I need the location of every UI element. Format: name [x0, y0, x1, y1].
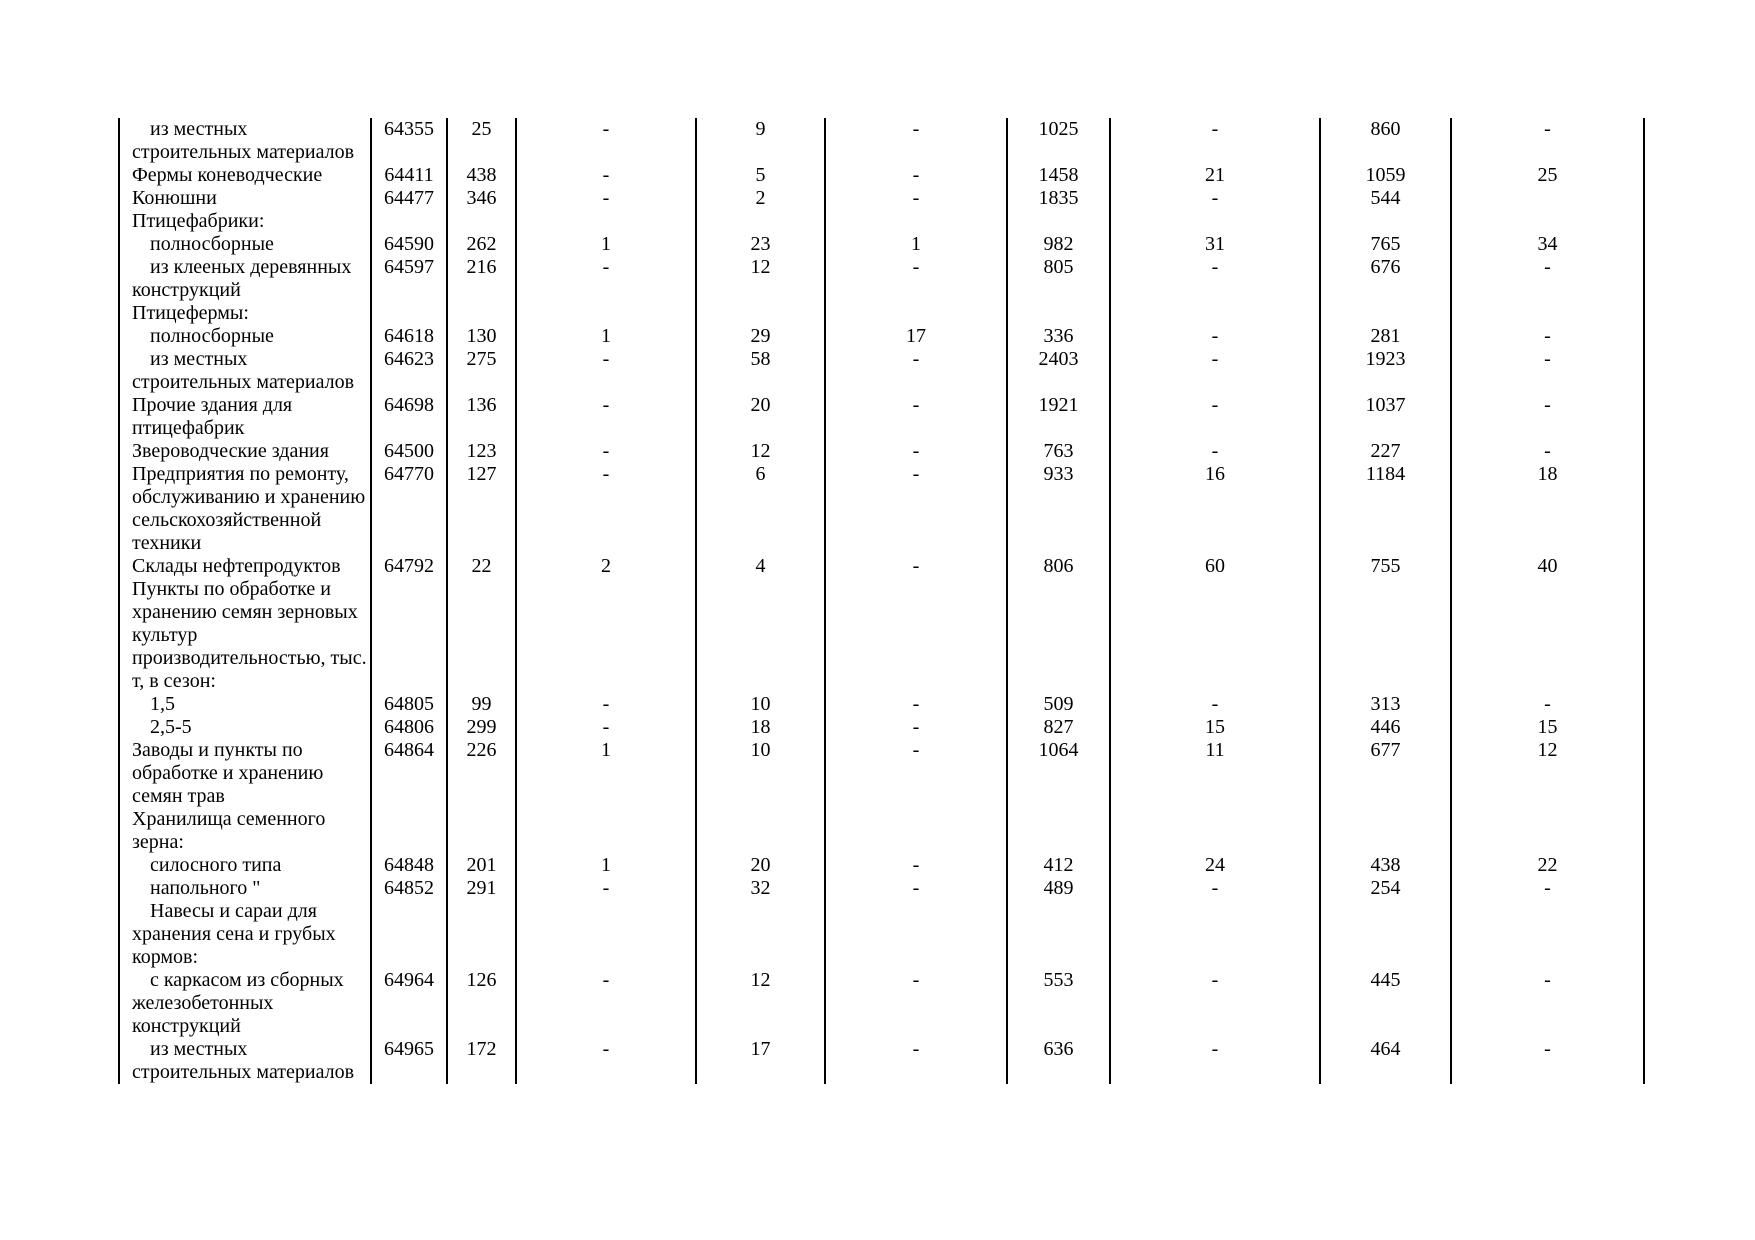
count-cell	[447, 302, 516, 325]
value-cell-3: -	[825, 118, 1007, 164]
value-cell-4: 827	[1007, 716, 1110, 739]
value-cell-2: 20	[696, 854, 825, 877]
count-cell	[447, 578, 516, 693]
value-cell-2	[696, 808, 825, 854]
value-cell-1: -	[516, 877, 696, 900]
value-cell-3	[825, 210, 1007, 233]
code-cell	[371, 210, 447, 233]
value-cell-4: 1064	[1007, 739, 1110, 808]
value-cell-3: -	[825, 969, 1007, 1038]
row-name-cell: Птицефермы:	[119, 302, 371, 325]
value-cell-4: 805	[1007, 256, 1110, 302]
code-cell: 64477	[371, 187, 447, 210]
row-name-cell: Предприятия по ремонту, обслуживанию и хранению сельскохозяйственной техники	[119, 463, 371, 555]
value-cell-4: 1835	[1007, 187, 1110, 210]
value-cell-4: 2403	[1007, 348, 1110, 394]
value-cell-6: 1184	[1320, 463, 1451, 555]
value-cell-1	[516, 900, 696, 969]
value-cell-7: 25	[1451, 164, 1644, 187]
code-cell: 64355	[371, 118, 447, 164]
value-cell-7: -	[1451, 118, 1644, 164]
code-cell	[371, 808, 447, 854]
value-cell-7: -	[1451, 348, 1644, 394]
code-cell: 64965	[371, 1038, 447, 1084]
count-cell	[447, 900, 516, 969]
value-cell-6: 755	[1320, 555, 1451, 578]
value-cell-5: -	[1110, 256, 1320, 302]
value-cell-3: -	[825, 739, 1007, 808]
data-table	[118, 118, 1645, 1084]
value-cell-6: 446	[1320, 716, 1451, 739]
value-cell-2: 5	[696, 164, 825, 187]
count-cell: 123	[447, 440, 516, 463]
count-cell: 126	[447, 969, 516, 1038]
value-cell-4	[1007, 578, 1110, 693]
value-cell-5: 15	[1110, 716, 1320, 739]
value-cell-5: -	[1110, 440, 1320, 463]
row-name-cell: Звероводческие здания	[119, 440, 371, 463]
value-cell-1: 2	[516, 555, 696, 578]
value-cell-2: 4	[696, 555, 825, 578]
table-row	[119, 164, 1644, 187]
value-cell-4: 412	[1007, 854, 1110, 877]
code-cell: 64411	[371, 164, 447, 187]
value-cell-5: 24	[1110, 854, 1320, 877]
value-cell-2: 17	[696, 1038, 825, 1084]
value-cell-4	[1007, 808, 1110, 854]
row-name-cell: 2,5-5	[119, 716, 371, 739]
table-row	[119, 118, 1644, 164]
value-cell-7	[1451, 302, 1644, 325]
row-name-cell: из местных строительных материалов	[119, 118, 371, 164]
value-cell-5	[1110, 302, 1320, 325]
value-cell-1	[516, 210, 696, 233]
value-cell-1: -	[516, 187, 696, 210]
table-row	[119, 739, 1644, 808]
value-cell-2: 18	[696, 716, 825, 739]
count-cell: 127	[447, 463, 516, 555]
value-cell-4: 982	[1007, 233, 1110, 256]
value-cell-3: 17	[825, 325, 1007, 348]
value-cell-3: -	[825, 693, 1007, 716]
value-cell-7	[1451, 187, 1644, 210]
code-cell: 64852	[371, 877, 447, 900]
table-row	[119, 394, 1644, 440]
value-cell-3: -	[825, 463, 1007, 555]
value-cell-5	[1110, 578, 1320, 693]
code-cell: 64805	[371, 693, 447, 716]
table-row	[119, 555, 1644, 578]
row-name-cell: 1,5	[119, 693, 371, 716]
table-row	[119, 302, 1644, 325]
table-row	[119, 716, 1644, 739]
value-cell-6: 1923	[1320, 348, 1451, 394]
row-name-cell: напольного "	[119, 877, 371, 900]
value-cell-1: -	[516, 969, 696, 1038]
value-cell-7: 15	[1451, 716, 1644, 739]
table-row	[119, 1038, 1644, 1084]
value-cell-1: -	[516, 256, 696, 302]
row-name-cell: из клееных деревянных конструкций	[119, 256, 371, 302]
table-row	[119, 693, 1644, 716]
value-cell-4: 806	[1007, 555, 1110, 578]
value-cell-7: -	[1451, 1038, 1644, 1084]
value-cell-4: 509	[1007, 693, 1110, 716]
value-cell-4: 636	[1007, 1038, 1110, 1084]
table-row	[119, 440, 1644, 463]
value-cell-6	[1320, 808, 1451, 854]
value-cell-1: -	[516, 164, 696, 187]
count-cell	[447, 808, 516, 854]
value-cell-7: 34	[1451, 233, 1644, 256]
count-cell: 291	[447, 877, 516, 900]
count-cell: 136	[447, 394, 516, 440]
value-cell-1: -	[516, 394, 696, 440]
code-cell: 64806	[371, 716, 447, 739]
value-cell-7: -	[1451, 325, 1644, 348]
code-cell: 64590	[371, 233, 447, 256]
value-cell-6: 281	[1320, 325, 1451, 348]
value-cell-5: -	[1110, 1038, 1320, 1084]
value-cell-6: 1037	[1320, 394, 1451, 440]
code-cell: 64623	[371, 348, 447, 394]
value-cell-2: 12	[696, 440, 825, 463]
table-row	[119, 578, 1644, 693]
value-cell-5: -	[1110, 969, 1320, 1038]
value-cell-2: 23	[696, 233, 825, 256]
value-cell-3: -	[825, 440, 1007, 463]
value-cell-7	[1451, 900, 1644, 969]
value-cell-5: -	[1110, 187, 1320, 210]
value-cell-2: 20	[696, 394, 825, 440]
value-cell-6: 860	[1320, 118, 1451, 164]
value-cell-3	[825, 578, 1007, 693]
value-cell-2: 10	[696, 739, 825, 808]
value-cell-4	[1007, 302, 1110, 325]
value-cell-5	[1110, 900, 1320, 969]
value-cell-2: 58	[696, 348, 825, 394]
code-cell: 64792	[371, 555, 447, 578]
value-cell-4	[1007, 900, 1110, 969]
code-cell	[371, 302, 447, 325]
code-cell: 64864	[371, 739, 447, 808]
value-cell-2: 12	[696, 256, 825, 302]
value-cell-5: 11	[1110, 739, 1320, 808]
row-name-cell: силосного типа	[119, 854, 371, 877]
value-cell-7: -	[1451, 969, 1644, 1038]
count-cell: 226	[447, 739, 516, 808]
count-cell	[447, 210, 516, 233]
value-cell-1: -	[516, 1038, 696, 1084]
row-name-cell: Заводы и пункты по обработке и хранению семян трав	[119, 739, 371, 808]
table-row	[119, 854, 1644, 877]
value-cell-7: -	[1451, 877, 1644, 900]
value-cell-3: -	[825, 394, 1007, 440]
code-cell: 64618	[371, 325, 447, 348]
count-cell: 22	[447, 555, 516, 578]
value-cell-6	[1320, 900, 1451, 969]
value-cell-1: -	[516, 348, 696, 394]
count-cell: 275	[447, 348, 516, 394]
count-cell: 99	[447, 693, 516, 716]
table-row	[119, 210, 1644, 233]
value-cell-6: 445	[1320, 969, 1451, 1038]
value-cell-3: -	[825, 164, 1007, 187]
value-cell-6: 438	[1320, 854, 1451, 877]
value-cell-4: 553	[1007, 969, 1110, 1038]
value-cell-5: -	[1110, 118, 1320, 164]
value-cell-2: 12	[696, 969, 825, 1038]
table-row	[119, 233, 1644, 256]
value-cell-2	[696, 578, 825, 693]
row-name-cell: из местных строительных материалов	[119, 348, 371, 394]
code-cell: 64770	[371, 463, 447, 555]
table-row	[119, 877, 1644, 900]
value-cell-6: 1059	[1320, 164, 1451, 187]
row-name-cell: Прочие здания для птицефабрик	[119, 394, 371, 440]
value-cell-2: 32	[696, 877, 825, 900]
value-cell-6: 313	[1320, 693, 1451, 716]
value-cell-3: -	[825, 348, 1007, 394]
value-cell-5: -	[1110, 693, 1320, 716]
value-cell-5: 16	[1110, 463, 1320, 555]
value-cell-1: 1	[516, 854, 696, 877]
value-cell-6: 544	[1320, 187, 1451, 210]
value-cell-5: 21	[1110, 164, 1320, 187]
value-cell-3: -	[825, 877, 1007, 900]
value-cell-4	[1007, 210, 1110, 233]
value-cell-5: -	[1110, 325, 1320, 348]
value-cell-1: -	[516, 693, 696, 716]
table-row	[119, 808, 1644, 854]
count-cell: 25	[447, 118, 516, 164]
table-row	[119, 969, 1644, 1038]
row-name-cell: Склады нефтепродуктов	[119, 555, 371, 578]
value-cell-6: 765	[1320, 233, 1451, 256]
value-cell-3: -	[825, 854, 1007, 877]
value-cell-2	[696, 210, 825, 233]
value-cell-2	[696, 900, 825, 969]
value-cell-5: 31	[1110, 233, 1320, 256]
value-cell-1: -	[516, 440, 696, 463]
value-cell-4: 763	[1007, 440, 1110, 463]
value-cell-4: 336	[1007, 325, 1110, 348]
table-row	[119, 325, 1644, 348]
value-cell-2: 2	[696, 187, 825, 210]
value-cell-3: -	[825, 1038, 1007, 1084]
value-cell-2	[696, 302, 825, 325]
value-cell-6: 227	[1320, 440, 1451, 463]
row-name-cell: Пункты по обработке и хранению семян зерновых культур производительностью, тыс. т, в сезон:	[119, 578, 371, 693]
value-cell-5: 60	[1110, 555, 1320, 578]
table-row	[119, 256, 1644, 302]
code-cell: 64597	[371, 256, 447, 302]
value-cell-1: 1	[516, 325, 696, 348]
row-name-cell: Навесы и сараи для хранения сена и грубых кормов:	[119, 900, 371, 969]
value-cell-3: -	[825, 256, 1007, 302]
value-cell-7: -	[1451, 394, 1644, 440]
value-cell-7: 40	[1451, 555, 1644, 578]
value-cell-1	[516, 808, 696, 854]
table-row	[119, 900, 1644, 969]
table-row	[119, 187, 1644, 210]
value-cell-2: 10	[696, 693, 825, 716]
value-cell-2: 29	[696, 325, 825, 348]
value-cell-1: 1	[516, 739, 696, 808]
row-name-cell: полносборные	[119, 233, 371, 256]
value-cell-1: -	[516, 716, 696, 739]
count-cell: 346	[447, 187, 516, 210]
value-cell-1	[516, 578, 696, 693]
value-cell-7: 18	[1451, 463, 1644, 555]
value-cell-3: -	[825, 187, 1007, 210]
value-cell-6: 254	[1320, 877, 1451, 900]
value-cell-2: 6	[696, 463, 825, 555]
row-name-cell: из местных строительных материалов	[119, 1038, 371, 1084]
value-cell-6	[1320, 302, 1451, 325]
count-cell: 216	[447, 256, 516, 302]
value-cell-4: 489	[1007, 877, 1110, 900]
value-cell-6	[1320, 210, 1451, 233]
count-cell: 130	[447, 325, 516, 348]
code-cell: 64500	[371, 440, 447, 463]
value-cell-3: -	[825, 716, 1007, 739]
value-cell-1: -	[516, 463, 696, 555]
value-cell-7: -	[1451, 693, 1644, 716]
value-cell-6	[1320, 578, 1451, 693]
code-cell	[371, 578, 447, 693]
row-name-cell: Фермы коневодческие	[119, 164, 371, 187]
value-cell-7	[1451, 808, 1644, 854]
value-cell-5	[1110, 210, 1320, 233]
row-name-cell: Хранилища семенного зерна:	[119, 808, 371, 854]
table-body	[119, 118, 1644, 1084]
value-cell-5: -	[1110, 394, 1320, 440]
value-cell-4: 1025	[1007, 118, 1110, 164]
value-cell-5	[1110, 808, 1320, 854]
count-cell: 438	[447, 164, 516, 187]
count-cell: 172	[447, 1038, 516, 1084]
count-cell: 201	[447, 854, 516, 877]
value-cell-7: 22	[1451, 854, 1644, 877]
code-cell: 64698	[371, 394, 447, 440]
row-name-cell: Птицефабрики:	[119, 210, 371, 233]
row-name-cell: с каркасом из сборных железобетонных конструкций	[119, 969, 371, 1038]
value-cell-6: 464	[1320, 1038, 1451, 1084]
value-cell-7	[1451, 578, 1644, 693]
code-cell: 64964	[371, 969, 447, 1038]
value-cell-7: 12	[1451, 739, 1644, 808]
value-cell-5: -	[1110, 348, 1320, 394]
value-cell-4: 1921	[1007, 394, 1110, 440]
value-cell-6: 676	[1320, 256, 1451, 302]
table-row	[119, 463, 1644, 555]
value-cell-1	[516, 302, 696, 325]
count-cell: 299	[447, 716, 516, 739]
value-cell-3	[825, 808, 1007, 854]
code-cell	[371, 900, 447, 969]
value-cell-3	[825, 900, 1007, 969]
value-cell-6: 677	[1320, 739, 1451, 808]
value-cell-4: 933	[1007, 463, 1110, 555]
count-cell: 262	[447, 233, 516, 256]
value-cell-3: 1	[825, 233, 1007, 256]
code-cell: 64848	[371, 854, 447, 877]
value-cell-7	[1451, 210, 1644, 233]
value-cell-1: 1	[516, 233, 696, 256]
value-cell-3	[825, 302, 1007, 325]
value-cell-4: 1458	[1007, 164, 1110, 187]
value-cell-7: -	[1451, 256, 1644, 302]
value-cell-1: -	[516, 118, 696, 164]
value-cell-3: -	[825, 555, 1007, 578]
value-cell-2: 9	[696, 118, 825, 164]
table-row	[119, 348, 1644, 394]
row-name-cell: полносборные	[119, 325, 371, 348]
value-cell-7: -	[1451, 440, 1644, 463]
value-cell-5: -	[1110, 877, 1320, 900]
row-name-cell: Конюшни	[119, 187, 371, 210]
